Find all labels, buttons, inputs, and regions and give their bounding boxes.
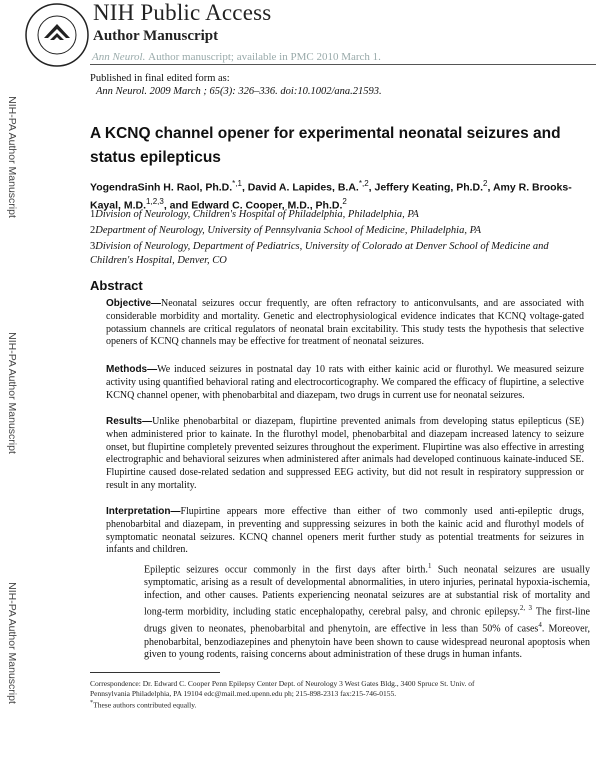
- sidebar-label-middle: NIH-PA Author Manuscript: [6, 332, 18, 454]
- abstract-methods: [106, 364, 584, 402]
- intro-sentence-1: Epileptic seizures occur commonly in the first days after birth.: [144, 564, 428, 576]
- citation-line: [96, 86, 382, 97]
- methods-label: Methods—: [106, 364, 158, 375]
- intro-ref-2: 2, 3: [519, 604, 532, 613]
- footnote-divider: [90, 672, 220, 673]
- abstract-objective: [106, 298, 584, 349]
- article-title: A KCNQ channel opener for experimental neonatal seizures and status epilepticus: [90, 125, 561, 166]
- correspondence-footnote: Correspondence: Dr. Edward C. Cooper Penn Epilepsy Center Dept. of Neurology 3 West Gates Bldg., 3400 Spruce St. Univ. of Pennsylvania Philadelphia, PA 19104 edc@mail.med.upenn.edu ph; 215-898-2313 fax:215-746-0155.: [90, 679, 475, 698]
- availability-note: [92, 51, 381, 63]
- note-rest: Author manuscript; available in PMC 2010 March 1.: [148, 51, 381, 63]
- affiliation-3-text: Division of Neurology, Department of Pediatrics, University of Colorado at Denver School of Medicine and Children's Hospital, Denver, CO: [90, 241, 549, 266]
- introduction-paragraph: [144, 560, 590, 662]
- intro-sentence-2: Such neonatal seizures are usually symptomatic, arising as a result of developmental abnormalities, in utero injuries, perinatal hypoxia-ischemia, infection, and other causes. Patients experiencing neonatal seizures are at substantial risk of mortality and long-term morbidity, including static encephalopathy, cerebral palsy, and chronic epilepsy.: [144, 564, 590, 618]
- equal-contribution-footnote: [90, 698, 510, 710]
- affiliation-3: [90, 240, 590, 267]
- nih-public-access-title: NIH Public Access: [93, 0, 272, 25]
- affiliation-1: [90, 208, 590, 222]
- intro-sentence-4: . Moreover, phenobarbital, benzodiazepines and phenytoin have been shown to cause widespread neuronal apoptosis when given to young rodents, raising concerns about administration of these drugs in human infants.: [144, 623, 590, 661]
- equal-text: These authors contributed equally.: [93, 700, 197, 710]
- sidebar-label-top: NIH-PA Author Manuscript: [6, 96, 18, 218]
- author-manuscript-label: Author Manuscript: [93, 28, 219, 44]
- author-2-sup: *,2: [358, 179, 369, 188]
- intro-sentence-3: The first-line drugs given to neonates, phenobarbital and phenytoin, are effective in less than 50% of cases: [144, 606, 590, 635]
- interpretation-label: Interpretation—: [106, 506, 181, 517]
- nih-logo: [24, 2, 90, 68]
- note-journal: Ann Neurol.: [92, 51, 146, 63]
- interpretation-text: Flupirtine appears more effective than either of two commonly used anti-epileptic drugs, phenobarbital and diazepam, in preventing and suppressing seizures in both the kainic acid and flurothyl models of symptomatic neonatal seizures. KCNQ channel openers merit further study as potential treatments for seizures in infants and children.: [106, 506, 584, 556]
- published-label: Published in final edited form as:: [90, 73, 230, 84]
- methods-text: We induced seizures in postnatal day 10 rats with either kainic acid or flurothyl. We measured seizure activity using quantified behavioral rating and electrocorticography. We compared the efficacy of flupirtine, a selective KCNQ channel opener, with phenobarbital and diazepam, two drugs in current use for neonatal seizures.: [106, 364, 584, 401]
- author-joiner: , and: [163, 199, 189, 212]
- affiliation-2: [90, 224, 590, 238]
- author-list: YogendraSinh H. Raol, Ph.D.$^{*,1}$, David A. Lapides, B.A.$^{*,2}$, Jeffery Keating, Ph.D.$^2$, Amy R. Brooks-Kayal, M.D.$^{1,2,3}$, and Edward C. Cooper, M.D., Ph.D.$^2$: [90, 179, 572, 212]
- objective-label: Objective—: [106, 298, 162, 309]
- affiliation-1-text: Division of Neurology, Children's Hospital of Philadelphia, Philadelphia, PA: [95, 209, 419, 220]
- affiliation-1-num: 1: [90, 209, 96, 220]
- results-label: Results—: [106, 416, 153, 427]
- affiliation-3-num: 3: [90, 241, 96, 252]
- author-5-sup: 2: [342, 197, 347, 206]
- author-2: David A. Lapides, B.A.: [247, 181, 359, 194]
- citation-text: Ann Neurol. 2009 March ; 65(3): 326–336. doi:10.1002/ana.21593.: [96, 86, 382, 97]
- intro-ref-1: 1: [427, 562, 432, 570]
- affiliation-2-text: Department of Neurology, University of Pennsylvania School of Medicine, Philadelphia, PA: [95, 225, 482, 236]
- abstract-results: [106, 416, 584, 493]
- author-1-sup: *,1: [232, 179, 242, 188]
- author-5: Edward C. Cooper, M.D., Ph.D.: [191, 199, 343, 212]
- affiliation-2-num: 2: [90, 225, 96, 236]
- author-1: YogendraSinh H. Raol, Ph.D.: [90, 181, 233, 194]
- sidebar-label-bottom: NIH-PA Author Manuscript: [6, 582, 18, 704]
- author-4-sup: 1,2,3: [146, 197, 164, 206]
- equal-mark: *: [90, 699, 94, 706]
- author-4: Amy R. Brooks-Kayal, M.D.: [90, 181, 572, 212]
- intro-ref-3: 4: [538, 621, 542, 630]
- results-text: Unlike phenobarbital or diazepam, flupirtine prevented animals from developing status epilepticus (SE) when administered prior to kainate. In the flurothyl model, phenobarbital and diazepam increased latency to seizure onset, but flupirtine completely prevented seizures throughout the experiment. Flupirtine was also effective in arresting electrographic and behavioral seizures when administered after animals had developed continuous kainate-induced SE. Flupirtine caused dose-related sedation and suppressed EEG activity, but did not result in respiratory suppression or result in any mortality.: [106, 416, 584, 491]
- header-divider: [90, 64, 596, 65]
- abstract-interpretation: [106, 506, 584, 557]
- footnotes: [90, 679, 510, 710]
- author-3-sup: 2: [483, 179, 488, 188]
- objective-text: Neonatal seizures occur frequently, are often refractory to anticonvulsants, and are associated with considerable morbidity and mortality. Genetic and electrophysiological evidence indicates that KCNQ voltage-gated potassium channels are critical regulators of neonatal brain excitability. This study tests the hypothesis that selective openers of KCNQ channels may be effective for treatment of neonatal seizures.: [106, 298, 584, 348]
- author-3: Jeffery Keating, Ph.D.: [374, 181, 484, 194]
- abstract-heading: Abstract: [90, 278, 143, 293]
